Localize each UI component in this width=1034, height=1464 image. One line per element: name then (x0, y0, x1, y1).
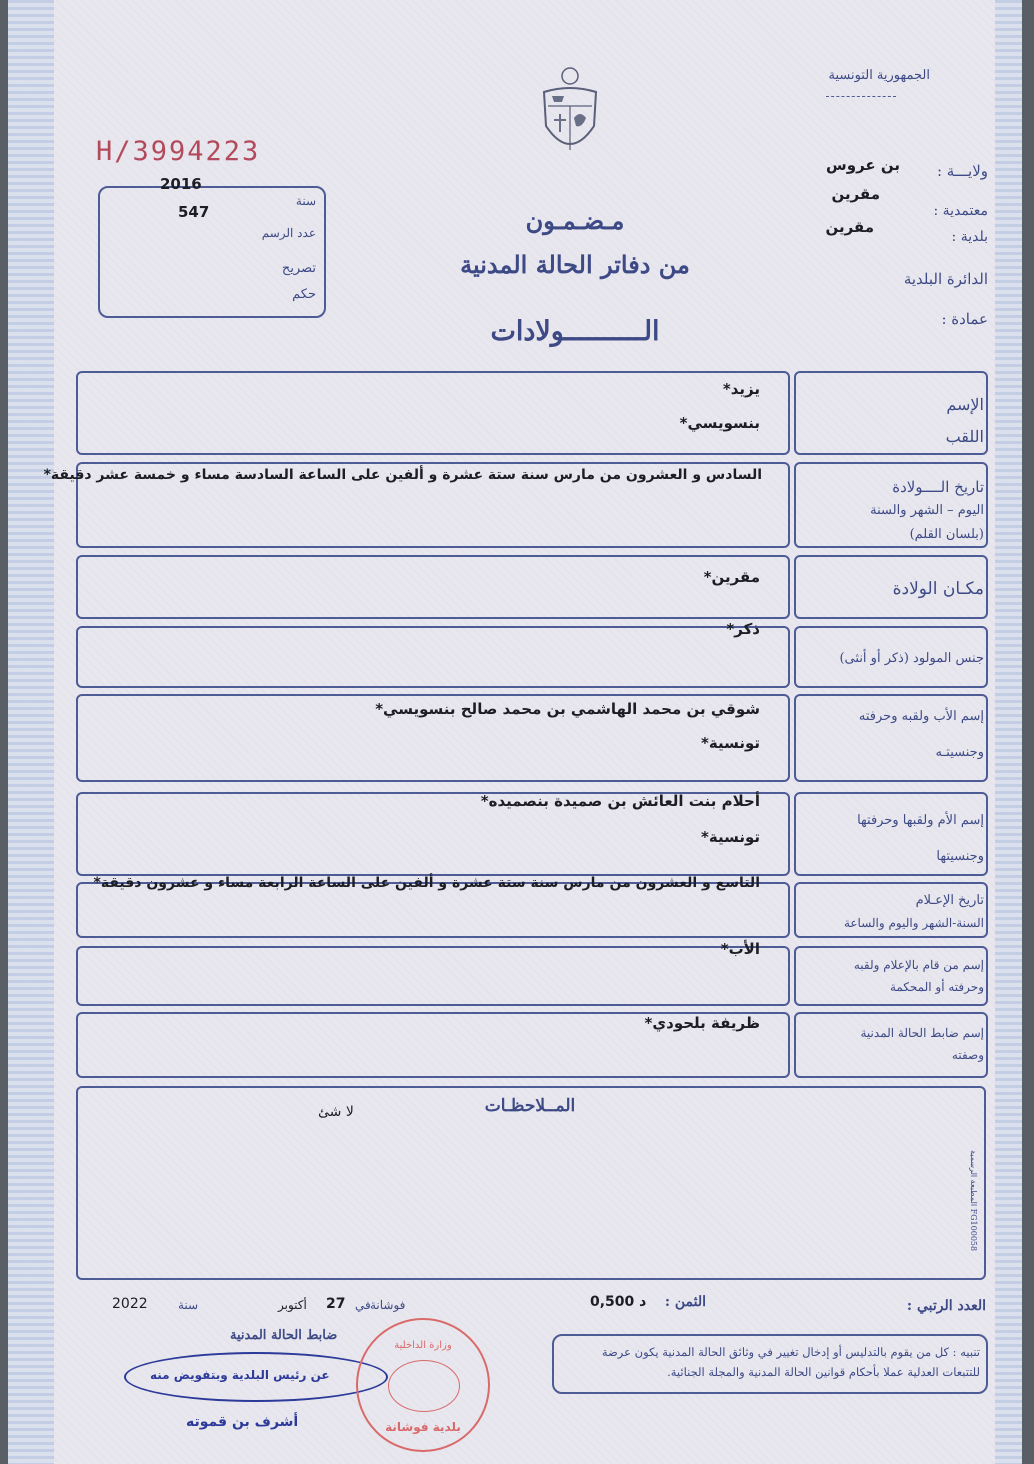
omada-label: عمادة : (941, 310, 988, 328)
row-father-value-2: تونسية* (701, 734, 760, 752)
remarks-label: المــلاحظـات (484, 1096, 576, 1116)
serial-number: H/3994223 (96, 136, 261, 167)
row-mother-value-2: تونسية* (701, 828, 760, 846)
row-place-label: مكـان الولادة (892, 579, 984, 599)
footer-year-value: 2022 (112, 1296, 148, 1312)
row-father-value-1: شوقي بن محمد الهاشمي بن محمد صالح بنسويسي* (375, 700, 760, 718)
stamp-emblem-icon (388, 1360, 460, 1412)
footer-price-label: الثمن : (664, 1294, 706, 1310)
wilaya-value: بن عروس (826, 156, 900, 174)
judgment-label: حكم (292, 287, 316, 302)
row-father-label-1: إسم الأب ولقبه وحرفته (858, 709, 984, 724)
row-birthdate-value: السادس و العشرون من مارس سنة ستة عشرة و ألفين على الساعة السادسة مساء و خمسة عشر دقيقة* (43, 467, 762, 483)
row-name-label-1: الإسم (946, 395, 984, 414)
row-name-value-1: يزيد* (722, 380, 760, 398)
row-name-label-2: اللقب (945, 427, 984, 446)
stamp-top-text: وزارة الداخلية (394, 1340, 452, 1351)
municipal-stamp (356, 1318, 490, 1452)
municipality-value: مقرين (825, 218, 874, 236)
notice-text: تنبيه : كل من يقوم بالتدليس أو إدخال تغيير في وثائق الحالة المدنية يكون عرضة للتتبعات العدلية عملا بأحكام قوانين الحالة المدنية والمجلة الجنائية. (601, 1345, 980, 1379)
delegation-label: معتمدية : (933, 203, 988, 219)
delegation-value: مقرين (831, 185, 880, 203)
row-birthdate-label-1: تاريخ الــــولادة (892, 478, 984, 496)
footer-day: 27 (326, 1296, 346, 1312)
document-subtitle: من دفاتر الحالة المدنية (460, 250, 690, 279)
row-sex-label: جنس المولود (ذكر أو أنثى) (839, 651, 984, 666)
row-declarant-label-2: وحرفته أو المحكمة (889, 980, 984, 994)
section-title: الــــــــــولادات (490, 316, 660, 347)
number-value: 547 (178, 203, 210, 221)
row-place-value: مقرين* (703, 568, 760, 586)
row-declarant-label-1: إسم من قام بالإعلام ولقبه (853, 958, 984, 972)
row-officer-label-2: وصفته (951, 1048, 984, 1062)
year-value: 2016 (160, 175, 202, 193)
district-label: الدائرة البلدية (903, 270, 988, 288)
republic-label: الجمهورية التونسية (828, 68, 930, 83)
municipality-label: بلدية : (951, 229, 988, 245)
row-mother-value-1: أحلام بنت العائش بن صميدة بنصميده* (480, 792, 760, 810)
row-declaration-date-label-1: تاريخ الإعـلام (915, 893, 984, 908)
row-birthdate-label-2: اليوم – الشهر والسنة (870, 503, 984, 518)
row-mother-label-2: وجنسيتها (936, 849, 984, 864)
row-birthdate-label-3: (بلسان القلم) (909, 527, 984, 542)
row-father-label-2: وجنسيتـه (935, 745, 984, 760)
footer-place: فوشانة (370, 1298, 406, 1312)
footer-serial-label: العدد الرتبي : (906, 1298, 986, 1314)
row-declaration-date-value: التاسع و العشرون من مارس سنة ستة عشرة و ألفين على الساعة الرابعة مساء و عشرون دقيقة* (93, 875, 760, 891)
stamp-bottom-text: بلدية فوشانة (385, 1420, 461, 1434)
footer-month: أكتوبر (278, 1298, 307, 1312)
row-sex-value: ذكر* (726, 620, 760, 638)
number-label: عدد الرسم (261, 226, 316, 240)
declaration-label: تصريح (281, 261, 316, 276)
wilaya-label: ولايـــة : (936, 162, 988, 180)
guilloche-border-left (8, 0, 54, 1464)
republic-underline (826, 96, 896, 97)
footer-in-label: في (355, 1298, 371, 1312)
row-declarant-value: الأب* (720, 940, 760, 958)
print-code: المطبعة الرسمية FG100058 (969, 1150, 978, 1252)
row-mother-label-1: إسم الأم ولقبها وحرفتها (857, 813, 984, 828)
row-officer-value: ظريفة بلحودي* (644, 1014, 760, 1032)
footer-price-value: 0,500 د (590, 1294, 647, 1310)
guilloche-border-right (995, 0, 1022, 1464)
remarks-value: لا شئ (318, 1104, 354, 1120)
year-label: سنة (295, 194, 316, 208)
coat-of-arms-icon (534, 66, 606, 162)
officer-title: ضابط الحالة المدنية (230, 1328, 338, 1343)
delegation-stamp-text: عن رئيس البلدية وبتفويض منه (150, 1368, 330, 1382)
row-officer-label-1: إسم ضابط الحالة المدنية (860, 1026, 984, 1040)
signatory-name: أشرف بن قموته (186, 1414, 299, 1430)
footer-year-label: سنة (178, 1298, 199, 1312)
document-title: مـضـمـون (525, 206, 625, 235)
row-name-value-2: بنسويسي* (679, 414, 760, 432)
row-declaration-date-label-2: السنة-الشهر واليوم والساعة (843, 916, 984, 930)
